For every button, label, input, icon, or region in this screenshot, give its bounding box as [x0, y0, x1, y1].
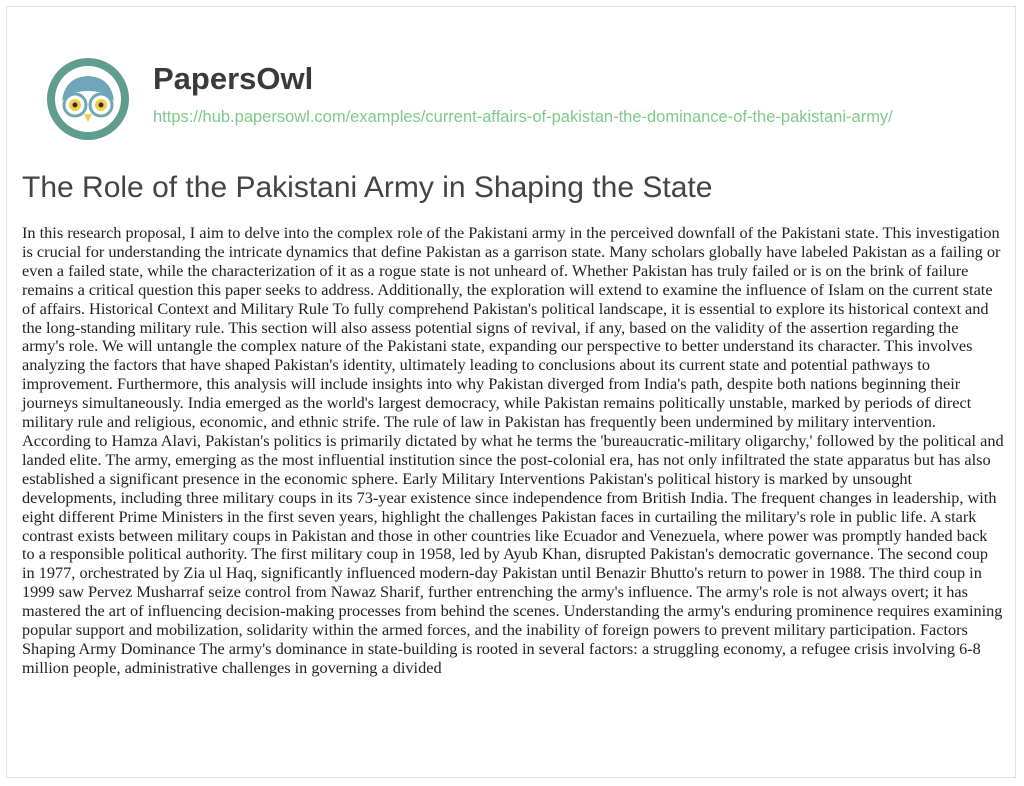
- header: [45, 56, 1005, 156]
- source-url-link[interactable]: https://hub.papersowl.com/examples/current-affairs-of-pakistan-the-dominance-of-the-pakistani-army/: [153, 108, 893, 126]
- owl-logo-icon[interactable]: [45, 56, 131, 142]
- brand-name[interactable]: PapersOwl: [153, 61, 314, 96]
- page-title: The Role of the Pakistani Army in Shaping the State: [22, 171, 713, 204]
- essay-body: In this research proposal, I aim to delve into the complex role of the Pakistani army in the perceived downfall of the Pakistani state. This investigation is crucial for understanding the intricate dynamics that define Pakistan as a garrison state. Many scholars globally have labeled Pakistan as a failing or even a failed state, while the characterization of it as a rogue state is not unheard of. Whether Pakistan has truly failed or is on the brink of failure remains a critical question this paper seeks to address. Additionally, the exploration will extend to examine the influence of Islam on the current state of affairs. Historical Context and Military Rule To fully comprehend Pakistan's political landscape, it is essential to explore its historical context and the long-standing military rule. This section will also assess potential signs of revival, if any, based on the validity of the assertion regarding the army's role. We will untangle the complex nature of the Pakistani state, expanding our perspective to better understand its character. This involves analyzing the factors that have shaped Pakistan's identity, ultimately leading to conclusions about its current state and potential pathways to improvement. Furthermore, this analysis will include insights into why Pakistan diverged from India's path, despite both nations beginning their journeys simultaneously. India emerged as the world's largest democracy, while Pakistan remains politically unstable, marked by periods of direct military rule and religious, economic, and ethnic strife. The rule of law in Pakistan has frequently been undermined by military intervention. According to Hamza Alavi, Pakistan's politics is primarily dictated by what he terms the 'bureaucratic-military oligarchy,' followed by the political and landed elite. The army, emerging as the most influential institution since the post-colonial era, has not only infiltrated the state apparatus but has also established a significant presence in the economic sphere. Early Military Interventions Pakistan's political history is marked by unsought developments, including three military coups in its 73-year existence since independence from British India. The frequent changes in leadership, with eight different Prime Ministers in the first seven years, highlight the challenges Pakistan faces in curtailing the military's role in public life. A stark contrast exists between military coups in Pakistan and those in other countries like Ecuador and Venezuela, where power was promptly handed back to a responsible political authority. The first military coup in 1958, led by Ayub Khan, disrupted Pakistan's democratic governance. The second coup in 1977, orchestrated by Zia ul Haq, significantly influenced modern-day Pakistan until Benazir Bhutto's return to power in 1988. The third coup in 1999 saw Pervez Musharraf seize control from Nawaz Sharif, further entrenching the army's influence. The army's role is not always overt; it has mastered the art of influencing decision-making processes from behind the scenes. Understanding the army's enduring prominence requires examining popular support and mobilization, solidarity within the armed forces, and the inability of foreign powers to prevent military participation. Factors Shaping Army Dominance The army's dominance in state-building is rooted in several factors: a struggling economy, a refugee crisis involving 6-8 million people, administrative challenges in governing a divided: [22, 223, 1004, 677]
